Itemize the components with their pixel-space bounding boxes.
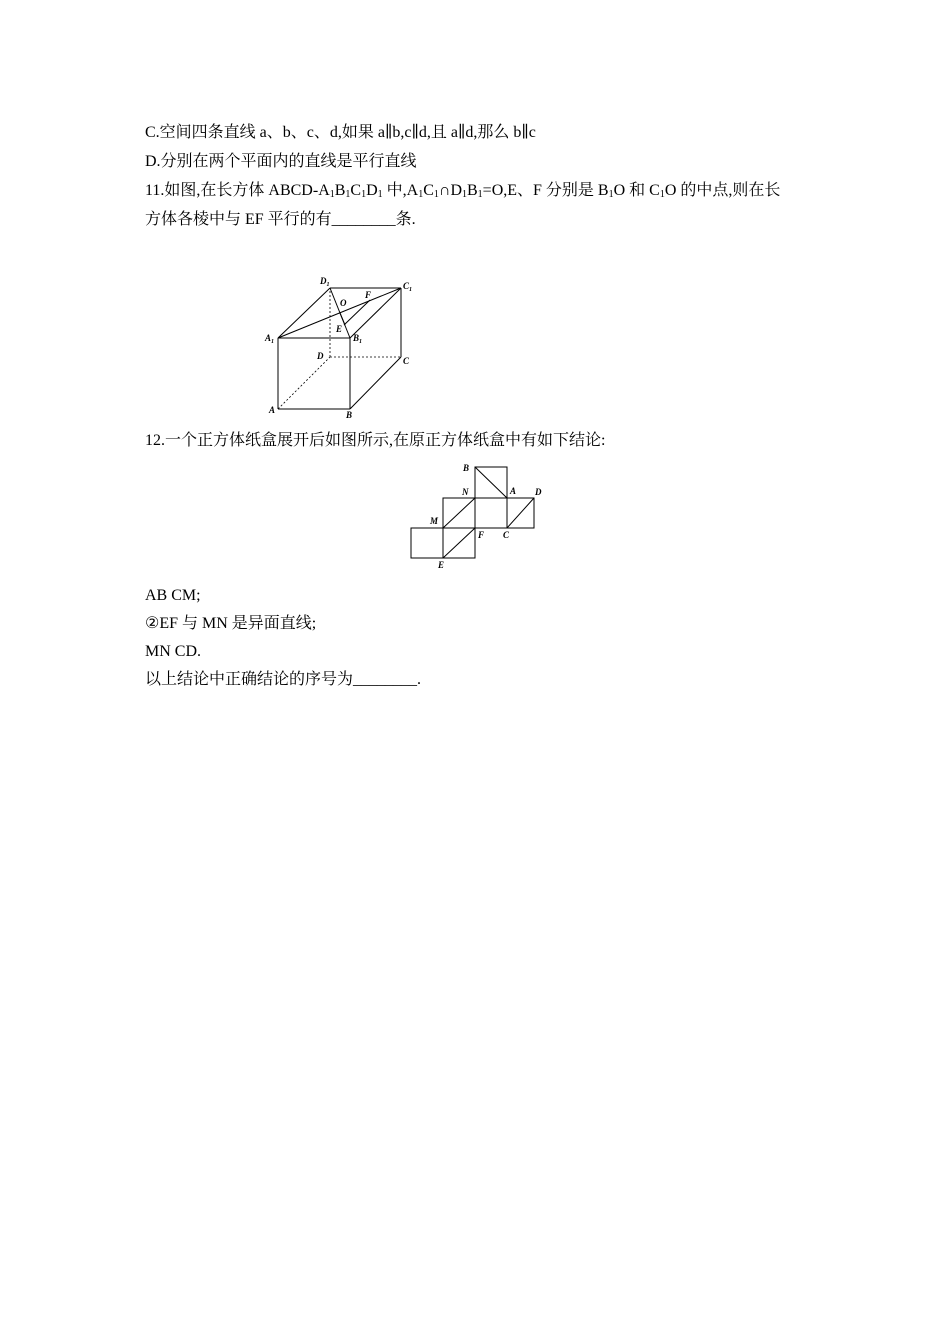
net-face-b1 xyxy=(411,528,443,558)
q11-text: 11.如图,在长方体 ABCD-A xyxy=(145,182,330,199)
item-1: AB CM; xyxy=(145,587,201,604)
item-3: MN CD. xyxy=(145,643,202,660)
label-f: F xyxy=(365,290,372,300)
sub: 1 xyxy=(361,189,367,200)
cuboid-figure xyxy=(262,270,422,422)
net-face-m2 xyxy=(475,498,507,528)
q11-text: C xyxy=(423,182,434,199)
label-e: E xyxy=(336,324,343,334)
segment-e-f xyxy=(344,300,370,325)
sub: 1 xyxy=(433,189,439,200)
hidden-edge-a-d xyxy=(278,357,330,409)
net-diag-b-a xyxy=(475,467,507,498)
sub: 1 xyxy=(659,189,665,200)
question-12: 12.一个正方体纸盒展开后如图所示,在原正方体纸盒中有如下结论: xyxy=(145,432,606,449)
q11-text: O 的中点,则在长 xyxy=(664,182,781,199)
q11-text: =O,E、F 分别是 B xyxy=(482,182,609,199)
net-label-c: C xyxy=(503,530,510,540)
net-label-d: D xyxy=(535,487,542,497)
question-11-line-1 xyxy=(145,181,780,201)
cube-net-figure xyxy=(400,460,550,572)
q11-text: 中,A xyxy=(382,182,419,199)
net-label-n: N xyxy=(462,487,469,497)
item-2: ②EF 与 MN 是异面直线; xyxy=(145,615,317,632)
label-a: A xyxy=(269,405,276,415)
label-c: C xyxy=(403,356,410,366)
label-b1: $B_1$ xyxy=(353,333,363,345)
option-c: C.空间四条直线 a、b、c、d,如果 a∥b,c∥d,且 a∥d,那么 b∥c xyxy=(145,124,536,141)
sub: 1 xyxy=(345,189,351,200)
net-label-f: F xyxy=(478,530,485,540)
question-11-line-2: 方体各棱中与 EF 平行的有________条. xyxy=(145,211,416,228)
q11-text: D xyxy=(366,182,378,199)
label-c1: $C_1$ xyxy=(403,281,413,293)
q11-text: O 和 C xyxy=(613,182,660,199)
sub: 1 xyxy=(462,189,467,200)
q11-text: C xyxy=(350,182,362,199)
net-label-a: A xyxy=(510,486,517,496)
edge-b-c xyxy=(350,357,401,409)
option-d: D.分别在两个平面内的直线是平行直线 xyxy=(145,153,417,170)
label-d1: $D_1$ xyxy=(320,276,330,288)
q11-text: ∩D xyxy=(438,182,462,199)
final-question: 以上结论中正确结论的序号为________. xyxy=(145,671,422,688)
net-diag-e-f xyxy=(443,528,475,558)
label-a1: $A_1$ xyxy=(265,333,275,345)
net-label-m: M xyxy=(430,516,439,526)
net-label-e: E xyxy=(438,560,445,570)
label-o: O xyxy=(340,298,347,308)
q11-text: B xyxy=(467,182,478,199)
sub: 1 xyxy=(377,189,383,200)
edge-a1-d1 xyxy=(278,288,330,338)
net-label-b: B xyxy=(463,463,470,473)
sub: 1 xyxy=(477,189,483,200)
label-d: D xyxy=(317,351,324,361)
q11-text: B xyxy=(334,182,346,199)
edge-b1-c1 xyxy=(350,288,401,338)
net-diag-m-n xyxy=(443,498,475,528)
label-b: B xyxy=(346,410,353,420)
sub: 1 xyxy=(418,189,424,200)
net-diag-c-d xyxy=(507,498,534,528)
sub: 1 xyxy=(329,189,335,200)
sub: 1 xyxy=(608,189,614,200)
